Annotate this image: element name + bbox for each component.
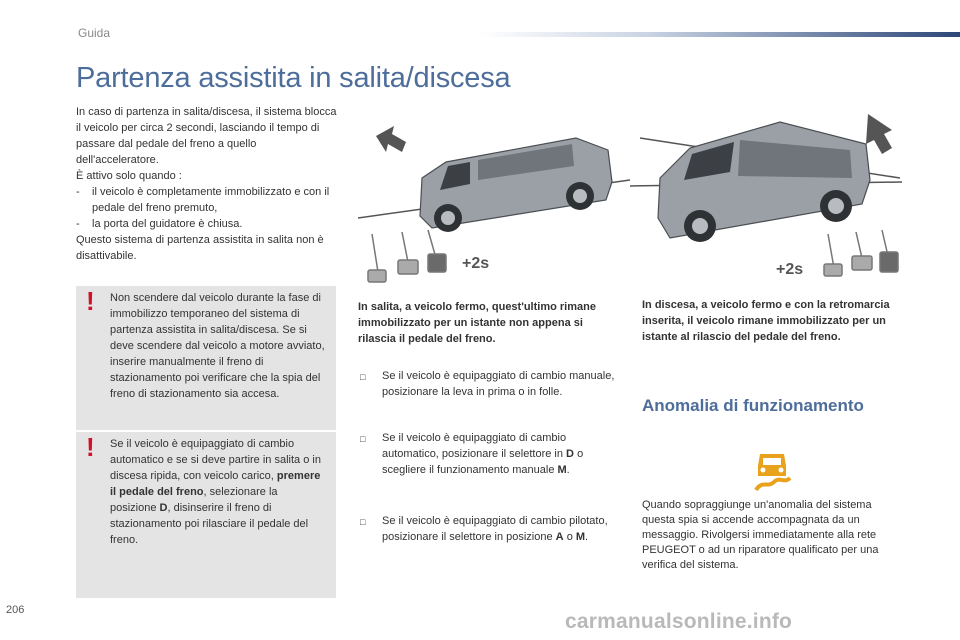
warning-text-1: Non scendere dal veicolo durante la fase di immobilizzo temporaneo del sistema di partenza assistita in salita/discesa. Se si deve scendere dal veicolo a motore avviato, inserire manualmente il freno di stazionamento poi verificare che la spia del freno di stazionamento sia accesa. xyxy=(110,292,325,400)
bullet-automatic xyxy=(360,430,622,478)
bullet-text: Se il veicolo è equipaggiato di cambio automatico, posizionare il selettore in D o scegliere il funzionamento manuale M. xyxy=(382,432,584,476)
hill-assist-warning-icon xyxy=(752,450,792,492)
checkbox-bullet-icon: □ xyxy=(360,434,366,444)
warning-icon: ! xyxy=(86,286,95,316)
checkbox-bullet-icon: □ xyxy=(360,372,366,382)
downhill-illustration xyxy=(630,108,912,288)
pedals-icon xyxy=(368,230,446,282)
intro-list-item xyxy=(76,216,338,232)
intro-text xyxy=(76,104,338,264)
van-icon xyxy=(420,138,612,232)
intro-paragraph-2: È attivo solo quando : xyxy=(76,170,182,182)
section-label: Guida xyxy=(78,26,111,40)
anomaly-text: Quando sopraggiunge un'anomalia del sistema questa spia si accende accompagnata da un messaggio. Rivolgersi immediatamente alla rete PEUGEOT o ad un riparatore qualificato per una verifica del sistema. xyxy=(642,499,879,571)
bullet-manual xyxy=(360,368,622,400)
bullet-text: Se il veicolo è equipaggiato di cambio pilotato, posizionare il selettore in posizione A o M. xyxy=(382,515,608,543)
timer-label: +2s xyxy=(776,261,804,278)
header-bar xyxy=(480,32,960,37)
intro-list-item xyxy=(76,184,338,216)
uphill-caption: In salita, a veicolo fermo, quest'ultimo rimane immobilizzato per un istante non appena si rilascia il pedale del freno. xyxy=(358,301,596,345)
page-title: Partenza assistita in salita/discesa xyxy=(76,62,511,94)
list-dash: - xyxy=(76,186,80,198)
intro-item-1: il veicolo è completamente immobilizzato e con il pedale del freno premuto, xyxy=(92,186,330,214)
intro-item-2: la porta del guidatore è chiusa. xyxy=(92,218,243,230)
list-dash: - xyxy=(76,218,80,230)
warning-text-2: Se il veicolo è equipaggiato di cambio automatico e se si deve partire in salita o in discesa ripida, con veicolo carico, premere il pedale del freno, selezionare la posizione D, disinserire il freno di stazionamento poi rilasciare il pedale del freno. xyxy=(110,438,321,546)
warning-box-2 xyxy=(76,432,336,598)
anomaly-title: Anomalia di funzionamento xyxy=(642,396,864,415)
push-arrow-icon xyxy=(376,126,406,152)
intro-paragraph-3: Questo sistema di partenza assistita in salita non è disattivabile. xyxy=(76,234,324,262)
pedals-icon xyxy=(824,230,898,276)
timer-label: +2s xyxy=(462,255,490,272)
warning-icon: ! xyxy=(86,432,95,462)
push-arrow-icon xyxy=(866,114,892,154)
watermark: carmanualsonline.info xyxy=(565,610,793,633)
bullet-text: Se il veicolo è equipaggiato di cambio manuale, posizionare la leva in prima o in folle. xyxy=(382,370,615,398)
uphill-illustration xyxy=(358,122,630,292)
van-icon xyxy=(658,122,870,242)
downhill-caption: In discesa, a veicolo fermo e con la retromarcia inserita, il veicolo rimane immobilizzato per un istante al rilascio del pedale del freno. xyxy=(642,299,890,343)
warning-box-1 xyxy=(76,286,336,430)
checkbox-bullet-icon: □ xyxy=(360,517,366,527)
page-number: 206 xyxy=(6,604,25,616)
bullet-pilotato xyxy=(360,513,622,545)
intro-paragraph-1: In caso di partenza in salita/discesa, il sistema blocca il veicolo per circa 2 secondi, lasciando il tempo di passare dal pedale del freno a quello dell'acceleratore. xyxy=(76,106,337,166)
